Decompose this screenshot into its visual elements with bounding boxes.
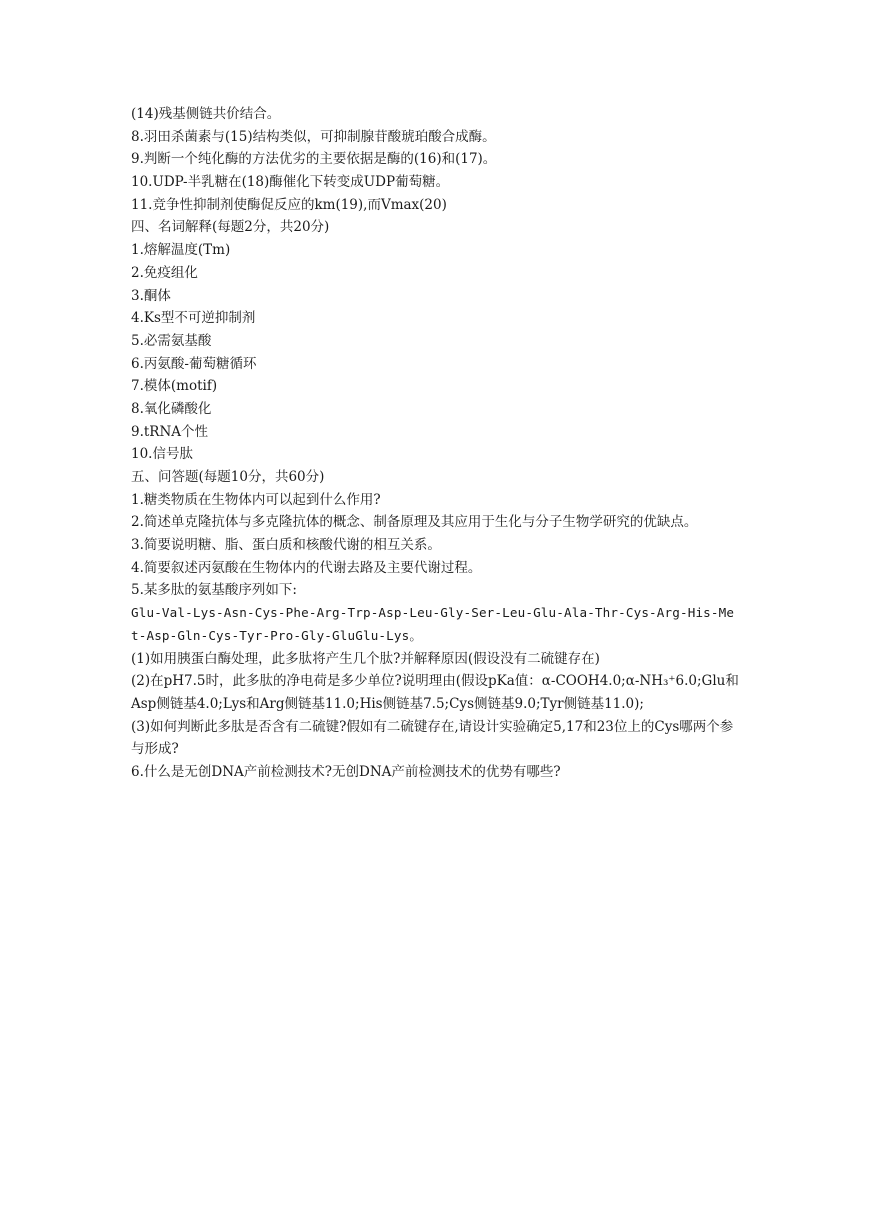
question-item: 5.某多肽的氨基酸序列如下: xyxy=(131,582,297,599)
question-item: 2.简述单克隆抗体与多克隆抗体的概念、制备原理及其应用于生化与分子生物学研究的优缺点。 xyxy=(131,514,698,531)
text-line: 8.羽田杀菌素与(15)结构类似，可抑制腺苷酸琥珀酸合成酶。 xyxy=(131,128,496,145)
list-item: 9.tRNA个性 xyxy=(131,423,209,440)
document-body xyxy=(131,103,741,784)
list-item: 7.模体(motif) xyxy=(131,378,218,395)
question-item: 4.简要叙述丙氨酸在生物体内的代谢去路及主要代谢过程。 xyxy=(131,559,482,576)
sub-question: (1)如用胰蛋白酶处理，此多肽将产生几个肽?并解释原因(假设没有二硫键存在) xyxy=(131,650,600,667)
list-item: 3.酮体 xyxy=(131,287,171,304)
text-line: 11.竞争性抑制剂使酶促反应的km(19),而Vmax(20) xyxy=(131,196,447,213)
list-item: 8.氧化磷酸化 xyxy=(131,400,212,417)
list-item: 1.熔解温度(Tm) xyxy=(131,242,231,259)
question-item: 1.糖类物质在生物体内可以起到什么作用? xyxy=(131,491,381,508)
text-line: 10.UDP-半乳糖在(18)酶催化下转变成UDP葡萄糖。 xyxy=(131,174,450,191)
text-line: (14)残基侧链共价结合。 xyxy=(131,106,281,122)
question-item: 3.简要说明糖、脂、蛋白质和核酸代谢的相互关系。 xyxy=(131,537,441,554)
peptide-sequence: Glu-Val-Lys-Asn-Cys-Phe-Arg-Trp-Asp-Leu-Gly-Ser-Leu-Glu-Ala-Thr-Cys-Arg-His-Met-Asp-Gln-Cys-Tyr-Pro-Gly-GluGlu-Lys。 xyxy=(131,605,735,643)
list-item: 4.Ks型不可逆抑制剂 xyxy=(131,310,256,327)
section-heading: 五、问答题(每题10分，共60分) xyxy=(131,469,325,485)
list-item: 10.信号肽 xyxy=(131,446,193,463)
list-item: 2.免疫组化 xyxy=(131,264,198,281)
sub-question: (3)如何判断此多肽是否含有二硫键?假如有二硫键存在,请设计实验确定5,17和23位上的Cys哪两个参与形成? xyxy=(131,718,734,758)
list-item: 6.丙氨酸-葡萄糖循环 xyxy=(131,355,257,372)
section-heading: 四、名词解释(每题2分，共20分) xyxy=(131,219,330,236)
list-item: 5.必需氨基酸 xyxy=(131,332,212,349)
text-line: 9.判断一个纯化酶的方法优劣的主要依据是酶的(16)和(17)。 xyxy=(131,151,497,168)
sub-question: (2)在pH7.5时，此多肽的净电荷是多少单位?说明理由(假设pKa值：α-COOH4.0;α-NH₃⁺6.0;Glu和Asp侧链基4.0;Lys和Arg侧链基11.0;His侧链基7.5;Cys侧链基9.0;Tyr侧链基11.0); xyxy=(131,673,739,712)
question-item: 6.什么是无创DNA产前检测技术?无创DNA产前检测技术的优势有哪些? xyxy=(131,764,561,781)
